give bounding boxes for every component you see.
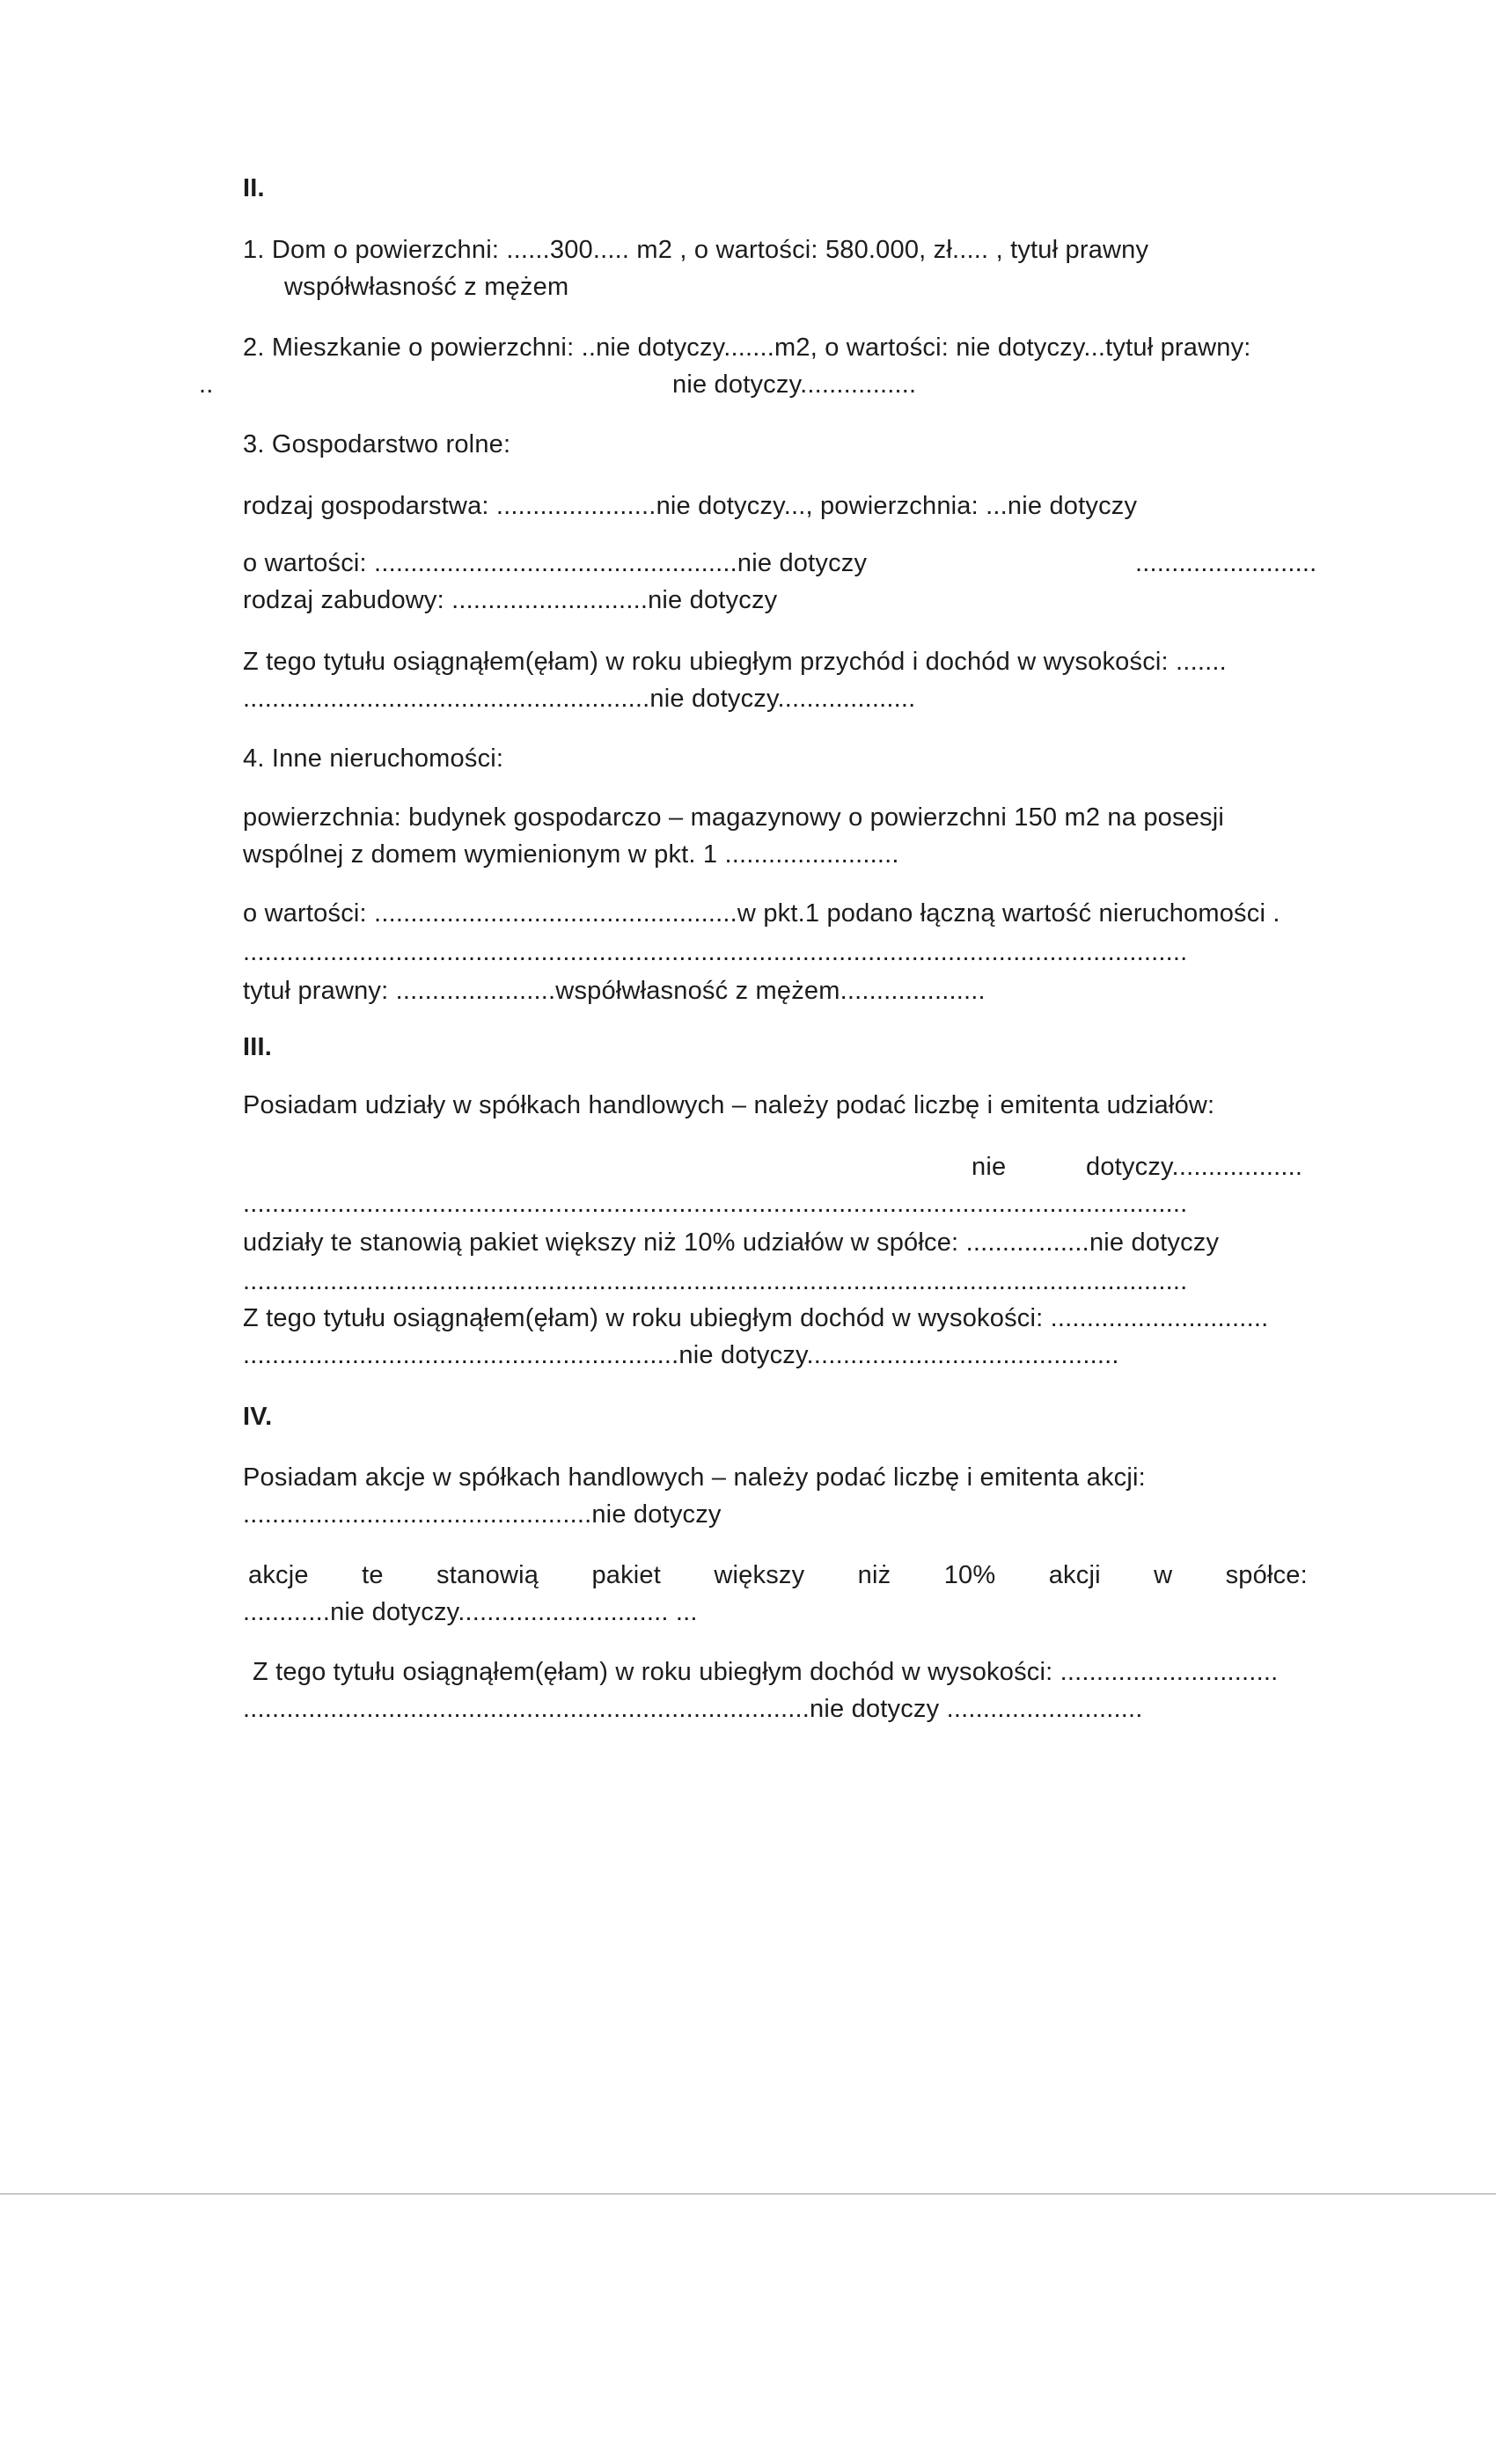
shares-dots-1: .................................................................................................................................. — [243, 1190, 1188, 1218]
item3-farm-type: rodzaj gospodarstwa: ......................nie dotyczy..., powierzchnia: ...nie dotyczy — [243, 492, 1138, 520]
item3-value: o wartości: ..................................................nie dotyczy — [243, 549, 868, 577]
shares-dots-2: .................................................................................................................................. — [243, 1267, 1188, 1295]
word: 10% — [943, 1561, 996, 1589]
stocks-package-line — [248, 1559, 1308, 1591]
page-bottom-rule — [0, 2193, 1496, 2195]
word: niż — [857, 1561, 891, 1589]
item3-building-type: rodzaj zabudowy: ...........................nie dotyczy — [243, 586, 778, 614]
item3-income-line1: Z tego tytułu osiągnąłem(ęłam) w roku ubiegłym przychód i dochód w wysokości: ....... — [243, 648, 1227, 676]
shares-income-line2: ............................................................nie dotyczy........................................... — [243, 1341, 1119, 1369]
word: akcje — [248, 1561, 309, 1589]
word: stanowią — [436, 1561, 539, 1589]
item1-line1: 1. Dom o powierzchni: ......300..... m2 , o wartości: 580.000, zł..... , tytuł prawny — [243, 236, 1149, 264]
section-iii-heading: III. — [243, 1033, 273, 1061]
stocks-line2: ................................................nie dotyczy — [243, 1500, 722, 1529]
stocks-package-value: ............nie dotyczy............................. ... — [243, 1598, 698, 1626]
item3-title: 3. Gospodarstwo rolne: — [243, 430, 511, 458]
item4-title-deed: tytuł prawny: ......................współwłasność z mężem.................... — [243, 977, 986, 1005]
shares-line2-b: dotyczy.................. — [1086, 1153, 1303, 1181]
stocks-income-line1: Z tego tytułu osiągnąłem(ęłam) w roku ubiegłym dochód w wysokości: .............................. — [253, 1658, 1279, 1686]
shares-line2-a: nie — [972, 1153, 1007, 1181]
word: akcji — [1048, 1561, 1101, 1589]
item3-income-line2: ........................................................nie dotyczy................... — [243, 685, 916, 713]
item3-value-dots: ......................... — [1135, 549, 1317, 577]
word: w — [1154, 1561, 1173, 1589]
word: pakiet — [591, 1561, 662, 1589]
item4-title: 4. Inne nieruchomości: — [243, 744, 504, 773]
item4-value: o wartości: ..................................................w pkt.1 podano łączną wartość nieruchomości . — [243, 899, 1280, 928]
item1-line2: współwłasność z mężem — [284, 273, 569, 301]
stocks-line1: Posiadam akcje w spółkach handlowych – należy podać liczbę i emitenta akcji: — [243, 1463, 1146, 1492]
section-iv-heading: IV. — [243, 1403, 273, 1431]
shares-package: udziały te stanowią pakiet większy niż 10% udziałów w spółce: .................nie dotyczy — [243, 1228, 1220, 1257]
item4-area-line2: wspólnej z domem wymienionym w pkt. 1 ........................ — [243, 840, 899, 869]
word: spółce: — [1225, 1561, 1308, 1589]
section-ii-heading: II. — [243, 174, 265, 202]
shares-line1: Posiadam udziały w spółkach handlowych – należy podać liczbę i emitenta udziałów: — [243, 1091, 1215, 1119]
word: większy — [714, 1561, 805, 1589]
item4-area-line1: powierzchnia: budynek gospodarczo – magazynowy o powierzchni 150 m2 na posesji — [243, 803, 1225, 832]
shares-income-line1: Z tego tytułu osiągnąłem(ęłam) w roku ubiegłym dochód w wysokości: .............................. — [243, 1304, 1269, 1332]
item2-line2: nie dotyczy................ — [672, 370, 917, 399]
word: te — [362, 1561, 384, 1589]
item2-margin-mark: .. — [199, 370, 214, 399]
stocks-income-line2: ..............................................................................nie dotyczy ........................... — [243, 1695, 1143, 1723]
item4-dots: .................................................................................................................................. — [243, 938, 1188, 966]
item2-line1: 2. Mieszkanie o powierzchni: ..nie dotyczy.......m2, o wartości: nie dotyczy...tytuł prawny: — [243, 334, 1251, 362]
